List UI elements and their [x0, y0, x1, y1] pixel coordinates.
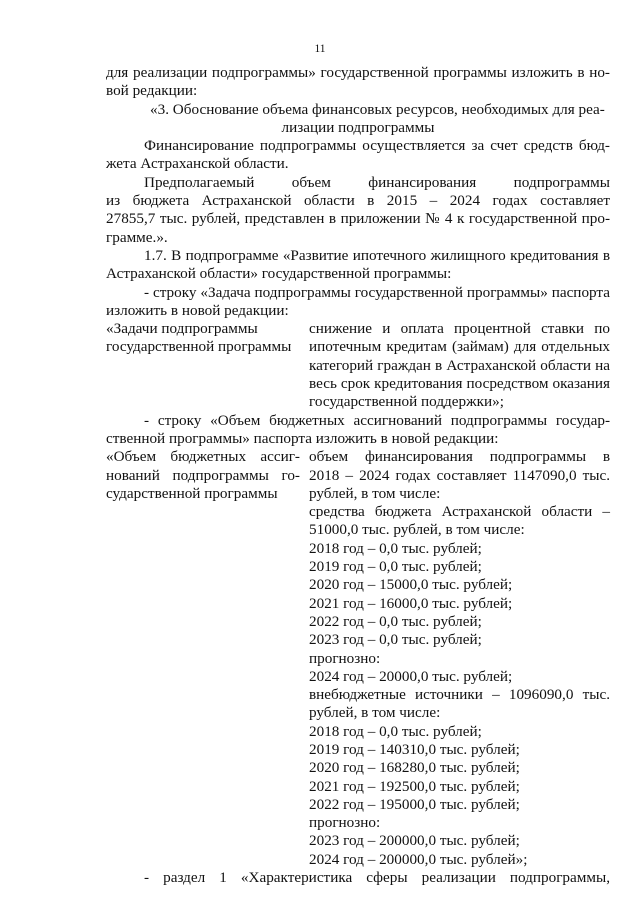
financing-paragraph: [106, 137, 610, 174]
text-line: жета Астраханской области.: [106, 155, 289, 173]
text-line: Финансирование подпрограммы осуществляется за счет средств бюд-: [144, 137, 610, 155]
text-line: 2018 год – 0,0 тыс. рублей;: [309, 722, 482, 740]
text-line: - строку «Объем бюджетных ассигнований подпрограммы государ-: [144, 411, 610, 429]
text-line: грамме.».: [106, 228, 168, 246]
bullet-volume-row: [106, 412, 610, 449]
text-line: 1.7. В подпрограмме «Развитие ипотечного жилищного кредитования в: [144, 246, 610, 264]
text-line: 2019 год – 0,0 тыс. рублей;: [309, 558, 482, 576]
text-line: рублей, в том числе:: [309, 484, 441, 502]
text-line: сударственной программы: [106, 484, 278, 502]
text-line: - раздел 1 «Характеристика сферы реализации подпрограммы,: [144, 869, 610, 887]
text-line: 2019 год – 140310,0 тыс. рублей;: [309, 740, 520, 758]
text-line: 2023 год – 0,0 тыс. рублей;: [309, 631, 482, 649]
text-line: внебюджетные источники – 1096090,0 тыс.: [309, 686, 610, 704]
text-line: «3. Обоснование объема финансовых ресурсов, необходимых для реа-: [150, 100, 605, 118]
text-line: из бюджета Астраханской области в 2015 – 2024 годах составляет: [106, 192, 610, 210]
tasks-row-label: [106, 320, 306, 411]
planned-volume-paragraph: [106, 174, 610, 247]
text-line: 2022 год – 195000,0 тыс. рублей;: [309, 795, 520, 813]
text-line: 2024 год – 20000,0 тыс. рублей;: [309, 667, 513, 685]
text-line: нований подпрограммы го-: [106, 466, 300, 484]
section-heading: [106, 101, 610, 138]
text-line: для реализации подпрограммы» государственной программы изложить в но-: [106, 64, 610, 81]
text-line: государственной поддержки»;: [309, 393, 504, 411]
text-line: прогнозно:: [309, 814, 381, 832]
tasks-table-row: [106, 320, 610, 411]
text-line: рублей, в том числе:: [309, 704, 441, 722]
text-line: 2020 год – 168280,0 тыс. рублей;: [309, 759, 520, 777]
text-line: 2018 – 2024 годах составляет 1147090,0 тыс.: [309, 466, 610, 484]
text-line: объем финансирования подпрограммы в: [309, 448, 610, 466]
document-body: [106, 64, 610, 887]
text-line: вой редакции:: [106, 82, 198, 100]
page-number: 11: [314, 43, 326, 55]
text-line: категорий граждан в Астраханской области на: [309, 356, 610, 374]
text-line: весь срок кредитования посредством оказания: [309, 375, 610, 393]
volume-row-label: [106, 448, 306, 869]
item-1-7-paragraph: [106, 247, 610, 284]
text-line: «Объем бюджетных ассиг-: [106, 448, 300, 466]
text-line: прогнозно:: [309, 649, 381, 667]
text-line: 2021 год – 16000,0 тыс. рублей;: [309, 594, 513, 612]
text-line: «Задачи подпрограммы: [106, 320, 258, 338]
intro-paragraph: [106, 64, 610, 101]
text-line: ипотечным кредитам (займам) для отдельных: [309, 338, 610, 356]
volume-row-value: [306, 448, 610, 869]
text-line: Предполагаемый объем финансирования подпрограммы: [144, 173, 610, 191]
text-line: лизации подпрограммы: [281, 118, 435, 136]
text-line: ственной программы» паспорта изложить в новой редакции:: [106, 429, 499, 447]
text-line: 2024 год – 200000,0 тыс. рублей»;: [309, 850, 528, 868]
text-line: изложить в новой редакции:: [106, 301, 289, 319]
text-line: 2020 год – 15000,0 тыс. рублей;: [309, 576, 513, 594]
bullet-section-1: [106, 869, 610, 887]
bullet-tasks-row: [106, 284, 610, 321]
text-line: 27855,7 тыс. рублей, представлен в приложении № 4 к государственной про-: [106, 210, 610, 228]
text-line: 2021 год – 192500,0 тыс. рублей;: [309, 777, 520, 795]
text-line: государственной программы: [106, 338, 292, 356]
volume-table-row: [106, 448, 610, 869]
text-line: 2022 год – 0,0 тыс. рублей;: [309, 612, 482, 630]
text-line: снижение и оплата процентной ставки по: [309, 320, 610, 338]
tasks-row-value: [306, 320, 610, 411]
text-line: - строку «Задача подпрограммы государственной программы» паспорта: [144, 283, 610, 301]
text-line: 2023 год – 200000,0 тыс. рублей;: [309, 832, 520, 850]
text-line: средства бюджета Астраханской области –: [309, 503, 610, 521]
text-line: Астраханской области» государственной программы:: [106, 265, 452, 283]
text-line: 2018 год – 0,0 тыс. рублей;: [309, 539, 482, 557]
text-line: 51000,0 тыс. рублей, в том числе:: [309, 521, 525, 539]
